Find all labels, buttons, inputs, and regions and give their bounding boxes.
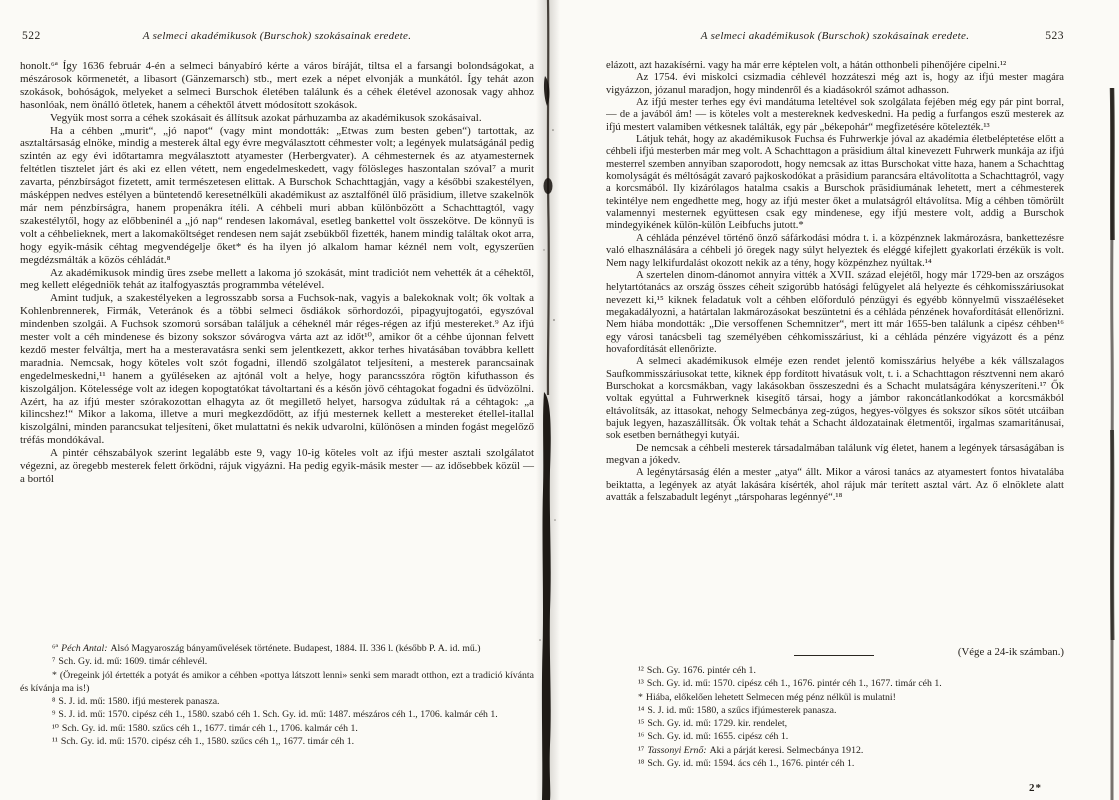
footnote-text: Alsó Magyaroszág bányaművelések története. Budapest, 1884. II. 336 l. (később P. A. id. mű.) — [110, 643, 481, 654]
paragraph: A selmeci akadémikusok elméje ezen rendet jelentő komisszárius helyébe a kék vállszalagos Saufkommisszáriusokat tette, kiknek épp fordított hivatásuk volt, t. i. a Schachttagon résztvenni nem akaró Burschokat a korcsmákban, vagy lakásokban összeszedni és a Schacht mulatságára kényszeríteni.¹⁷ Ők voltak egyúttal a Fuhrwerknek kisegítő társai, hogy a jámbor rakoncátlankodókat a korcsmákból eltávolítsák, az ittasokat, nehogy Selmecbánya zeg-zúgos, hegyes-völgyes és sokszor síkos sötét utcáiban bajuk legyen, hazaszállítsák. Ők voltak tehát a Schacht áldozatainak életmentői, irgalmas szamaritánusai, sok esetben bernáthegyi kutyái. — [606, 356, 1064, 442]
paragraph: A pintér céhszabályok szerint legalább este 9, vagy 10-ig köteles volt az ifjú mester asztali szolgálatot végezni, az öregebb mesterek felett őrködni, rájuk vigyázni. Ha pedig egyik-másik mester — az idősebbek közül — a bortól — [20, 447, 534, 485]
footnotes-right — [606, 664, 1064, 770]
body-text-right — [606, 60, 1064, 504]
paragraph: Amint tudjuk, a szakestélyeken a legrosszabb sorsa a Fuchsok-nak, vagyis a balekoknak volt; ők voltak a Kohlenbrennerek, Firmák, Veteránok és a többi selmeci ősdiákok sörhordozói, pipagyujtogatói, egyszóval mindenben szolgái. A Fuchsok szomorú sorsában találjuk a céheknél már réges-régen az ifjú mestereket.⁹ Az ifjú mester volt a céh mindenese és bizony sokszor sóvárogva várta azt az időt¹⁰, amikor őt a céhbe újonnan felvett kezdő mester felváltja, mert ha a mesteravatásra senki sem jelentkezett, akkor terhes hivatásában továbbra kellett maradnia. Nemcsak, hogy köteles volt szót fogadni, illendő szolgálatot teljesíteni, a mesterek parancsainak engedelmeskedni,¹¹ hanem a gyűléseken az ajtónál volt a helye, hogy parancsszóra rögtön kifuthasson és kiszolgáljon. Kötelessége volt az idegen kopogtatókat távoltartani és a későn jövő céhtagokat fogadni és üdvözölni. Azért, ha az ifjú mester szórakozottan elhagyta az őt megillető helyet, harsogva zúdultak rá a céhtagok: „a kilincshez!“ Mikor a lakoma, illetve a muri megkezdődött, az ifjú mesternek kellett a mestereket étellel-itallal kiszolgálni, minden parancsukat teljesíteni, őket mulattatni és nekik udvarolni, különösen a minden fogást megelőző tréfás mondókával. — [20, 292, 534, 447]
footnote-text: Sch. Gy. id. mű: 1580. szűcs céh 1., 1677. timár céh 1., 1706. kalmár céh 1. — [61, 722, 358, 734]
footnote — [20, 722, 534, 735]
footnote-text: S. J. id. mű: 1580, a szűcs ifjúmesterek panasza. — [647, 704, 837, 716]
footnote-marker: ¹⁰ — [52, 722, 59, 734]
footnote-marker: ¹⁴ — [638, 704, 645, 716]
footnote-marker: * — [638, 691, 643, 703]
section-divider-line — [794, 655, 874, 656]
footnote-marker: ¹² — [638, 665, 644, 676]
footnote — [606, 677, 1064, 690]
continuation-note: (Vége a 24-ik számban.) — [957, 646, 1064, 658]
footnote-text: Hiába, előkelően lehetett Selmecen még pénz nélkül is mulatni! — [645, 691, 896, 703]
body-text-left — [20, 60, 534, 486]
footnote-marker: ⁶ª — [52, 643, 59, 654]
paragraph: De nemcsak a céhbeli mesterek társadalmában találunk víg életet, hanem a legények társaságában is megvan a jókedv. — [606, 442, 1064, 466]
footnote-author: Tassonyi Ernő: — [647, 744, 707, 756]
paragraph: Látjuk tehát, hogy az akadémikusok Fuchsa és Fuhrwerkje jóval az akadémia életbeléptetése előtt a céhbeli ifjú mesterben már meg volt. A Schachttagon a präsidium által kinevezett Fuhrwerk munkája az ifjú mesterrel szemben annyiban szaporodott, hogy nemcsak az ittas Burschokat vitte haza, hanem a Schachttag komolyságát és méltóságát zavaró pajkoskodókat a präsidium parancsára eltávolította a Schachttagról, vagy a korcsmából. Ily kizárólagos hatalma csakis a Burschok präsidiumának lehetett, mert a céhmesterek tekintélye nem engedhette meg, hogy az ifjú mester őket a mulatságról eltávolítsa. Míg a céhben tömörült valamennyi mesternek együttesen csak egy mindenese, egy ifjú mestere volt, addig a Burschok mindegyikének külön-külön Leibfuchs jutott.* — [606, 134, 1064, 232]
footnote — [606, 704, 1064, 717]
footnote-author: Péch Antal: — [61, 643, 108, 654]
footnote-marker: ¹¹ — [52, 736, 58, 748]
footnote — [606, 717, 1064, 730]
footnote — [606, 757, 1064, 770]
paragraph: elázott, azt hazakísérni. vagy ha már erre képtelen volt, a hátán otthonbeli pihenőjére cipelni.¹² — [606, 60, 1007, 71]
footnote-marker: ¹⁷ — [638, 744, 645, 756]
footnote — [606, 691, 1064, 704]
footnote — [20, 735, 534, 748]
paragraph: honolt.⁶ª Így 1636 február 4-én a selmeci bányabíró kérte a város bíráját, tiltsa el a farsangi bolondságokat, a mészárosok körmenetét, a libasort (Gänzemarsch) stb., mert ezek a népet elvonják a munkától. Így tehát azon szokások, bohóságok, melyeket a selmeci Burschok életében találunk és a céhek életével azonosak vagy ahhoz hasonlóak, nem önálló ötletek, hanem a céhektől átvett módosított szokások. — [20, 60, 534, 111]
page-right — [606, 30, 1064, 794]
footnote — [20, 669, 534, 696]
paragraph: A céhláda pénzével történő önző sáfárkodási módra t. i. a közpénznek lakmározásra, bankettezésre való elhasználására a céhbeli jó öregek nagy súlyt helyeztek és eléggé kifejlett gyakorlati érzékük is volt. Nem nagy lelkifurdalást okozott nekik az a tény, hogy közpénzhez nyúltak.¹⁴ — [606, 232, 1064, 269]
footnote-marker: * — [52, 669, 57, 681]
footnote — [606, 744, 1064, 757]
paragraph: Az ifjú mester terhes egy évi mandátuma leteltével sok szolgálata fejében még egy pár pint borral, — de a javából ám! — is köteles volt a mestereknek kedveskedni. Ha pedig a furfangos eszű mesterek az ifjú mestert valamiben vétkesnek találták, egy pár „békepohár“ megfizetésére kötelezték.¹³ — [606, 97, 1064, 133]
footnote-marker: ⁹ — [52, 709, 56, 721]
page-edge-shadow — [1104, 0, 1119, 800]
footnote — [20, 655, 534, 668]
footnote-marker: ¹⁸ — [638, 758, 645, 770]
book-spine-shadow — [530, 0, 566, 800]
footnote — [20, 642, 534, 655]
footnote-text: Sch. Gy. id. mű: 1594. ács céh 1., 1676. pintér céh 1. — [647, 758, 855, 770]
footnotes-left — [20, 642, 534, 748]
endnote-row — [606, 646, 1064, 662]
footnote — [20, 708, 534, 721]
footnote-marker: ⁸ — [52, 696, 56, 708]
running-head-right — [606, 30, 1064, 46]
page-number-left: 522 — [22, 30, 41, 42]
footnote-text: (Öregeink jól értették a potyát és amikor a céhben «pottya látszott lenni» senki sem maradt otthon, ezt a tradició kívánta és kívánja ma is!) — [20, 669, 534, 694]
footnote-marker: ¹⁶ — [638, 731, 645, 743]
running-title-left: A selmeci akadémikusok (Burschok) szokásainak eredete. — [142, 30, 412, 42]
footnote-marker: ⁷ — [52, 656, 56, 668]
footnote-marker: ¹³ — [638, 678, 644, 690]
paragraph: Vegyük most sorra a céhek szokásait és állítsuk azokat párhuzamba az akadémikusok szokásaival. — [50, 111, 482, 124]
footnote-text: Sch. Gy. id. mű: 1729. kir. rendelet, — [647, 718, 788, 730]
footnote-text: S. J. id. mű: 1580. ifjú mesterek panasza. — [58, 696, 220, 708]
footnote — [606, 664, 1064, 677]
footnote-text: Sch. Gy. 1676. pintér céh 1. — [646, 665, 756, 676]
footnote-text: Sch. Gy. id. mű: 1570. cipész céh 1., 1580. szűcs céh 1,, 1677. timár céh 1. — [60, 736, 355, 748]
footnote-text: Sch. Gy. id. mű: 1570. cipész céh 1., 1676. pintér céh 1., 1677. timár céh 1. — [646, 678, 942, 690]
page-number-right: 523 — [1045, 30, 1064, 42]
paragraph: Az akadémikusok mindig üres zsebe mellett a lakoma jó szokását, mint tradiciót nem vehették át a céhektől, meg kellett elégedniök tehát az italfogyasztás programmba vételével. — [20, 266, 534, 292]
running-title-right: A selmeci akadémikusok (Burschok) szokásainak eredete. — [700, 30, 970, 42]
footnote-text: Sch. Gy. id. mű: 1609. timár céhlevél. — [58, 656, 208, 668]
footnote-text: Aki a párját keresi. Selmecbánya 1912. — [709, 744, 864, 756]
footnote — [20, 695, 534, 708]
footnote-text: S. J. id. mű: 1570. cipész céh 1., 1580. szabó céh 1. Sch. Gy. id. mű: 1487. mészáros céh 1., 1706. kalmár céh 1. — [58, 709, 498, 721]
paragraph: A szertelen dinom-dánomot annyira vitték a XVII. század elejétől, hogy már 1729-ben az országos helytartótanács az ország összes céheit szigorúbb hatósági felügyelet alá helyezte és céhkomisszáriusokat nevezett ki,¹⁵ kiknek feladatuk volt a céhben előforduló pénzügyi és egyébb könnyelmű visszaéléseket megakadályozni, a határtalan lakmározásokat beszüntetni és a céhláda pénzének hovafordítását ellenőrizni. Nem hiába mondották: „Die versoffenen Schemnitzer“, mert itt már 1655-ben találunk a cipész céhben¹⁶ egy városi tanácsbeli tag személyében céhkomisszáriust, ki a céhláda pénzére vigyázott és a pénz hovafordítását ellenőrizte. — [606, 269, 1064, 355]
paragraph: A legénytársaság élén a mester „atya“ állt. Mikor a városi tanács az atyamestert fontos hivatalába beiktatta, a legények az atyát lakására kísérték, ahol rájuk már terített asztal várt. Az ő elnöklete alatt avatták a felszabadult legényt „társpoharas legénnyé“.¹⁸ — [606, 467, 1064, 504]
signature-mark: 2* — [1029, 782, 1042, 794]
paragraph: Az 1754. évi miskolci csizmadia céhlevél hozzáteszi még azt is, hogy az ifjú mester magára vigyázzon, józanul maradjon, hogy mindenről és a kiadásokról számot adhasson. — [606, 72, 1064, 96]
page-left — [20, 30, 534, 748]
footnote — [606, 730, 1064, 743]
paragraph: Ha a céhben „murit“, „jó napot“ (vagy mint mondották: „Etwas zum besten geben“) tartottak, az asztaltársaság elnöke, mindig a mesterek által egy évre megválasztott céhmester volt; a legények mulatságánál pedig szintén az egy évi időtartamra megválasztott atyamester (Herbergvater). A céhmesternek és az atyamesternek feltétlen tisztelet járt és aki ez ellen vétett, nem engedelmeskedett, vagy fölösleges haszontalan szóval⁷ a murit zavarta, pénzbírságot fizetett, amit természetesen elittak. A Burschok Schachttagján, vagy a későbbi szakestélyen, másképpen nedves estélyen a büntetendő keresetnélküli akadémikust az asztalfőnél ülő präsidium, illetve szakelnök már nem pénzbírságra, hanem propenákra ítéli. A céhbeli muri abban különbözött a Schachttagtól, vagy szakestélytől, hogy az előbbeninél a „jó nap“ rendesen lakomával, esetleg bankettel volt összekötve. De könnyű is volt a céhbelieknek, mert a lakomaköltséget rendesen nem saját zsebükből fizették, hanem mindig találtak okot arra, hogy egyik-másik céhtag megvendégelje őket* és ha ilyen jó alkalom hamar kéznél nem volt, egyszerűen megdézsmálták a közös céhládát.⁸ — [20, 124, 534, 266]
running-head-left — [20, 30, 534, 46]
footnote-text: Sch. Gy. id. mű: 1655. cipész céh 1. — [647, 731, 789, 743]
footnote-marker: ¹⁵ — [638, 718, 645, 730]
